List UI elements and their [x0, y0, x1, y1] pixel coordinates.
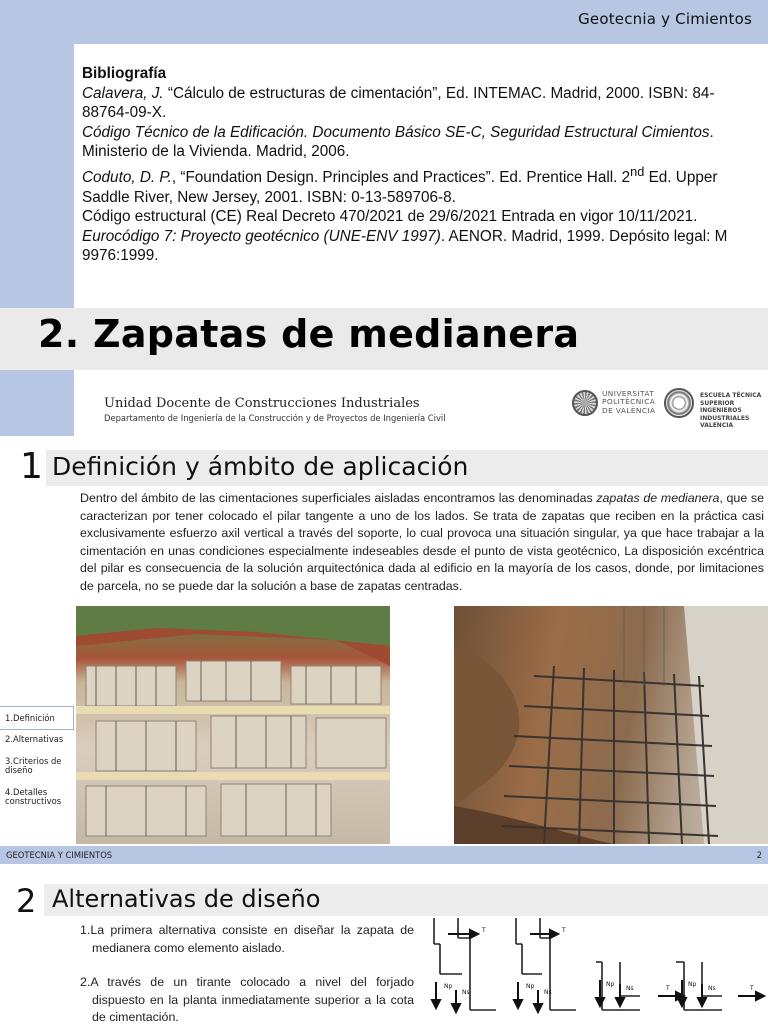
footer-bar [0, 846, 768, 864]
tension-label: T [666, 985, 670, 992]
axial-label: Ns [462, 989, 470, 996]
entry-author: Calavera, J. [82, 84, 164, 102]
bibliography-entry [82, 123, 758, 162]
axial-label: Ns [626, 985, 634, 992]
bibliography-entry [82, 227, 758, 266]
axial-label: Ns [544, 989, 552, 996]
logo-line: SUPERIOR INGENIEROS [700, 399, 742, 415]
side-navigation [0, 706, 74, 807]
unit-header [74, 370, 768, 436]
nav-item-definition[interactable]: 1.Definición [0, 706, 74, 730]
school-seal-icon [664, 388, 694, 418]
nav-item-design-criteria[interactable]: 3.Criterios de diseño [5, 755, 62, 776]
nav-item-alternatives[interactable]: 2.Alternativas [5, 734, 64, 744]
upv-seal-icon [572, 390, 598, 416]
axial-label: Np [526, 983, 535, 990]
nav-item-construction-details[interactable]: 4.Detalles constructivos [5, 786, 62, 807]
bibliography-entry: Código estructural (CE) Real Decreto 470/2021 de 29/6/2021 Entrada en vigor 10/11/2021. [82, 208, 698, 226]
list-item: 1.La primera alternativa consiste en diseñar la zapata de medianera como elemento aislado. [80, 923, 414, 955]
tension-label: T [750, 985, 754, 992]
paragraph-text: , que se caracterizan por tener colocado el pilar tangente a uno de los lados. Se trata de zapatas que reciben en la práctica casi exclusivamente esfuerzo axil vertical a través del soporte, lo cual provoca una situación singular, ya que hace trabajar a la cimentación en unas condiciones especialmente indeseables desde el punto de vista geotécnico, La disposición excéntrica del pilar es consecuencia de la solución arquitectónica dada al edificio en la mayoría de los casos, donde, por limitaciones de parcela, no se puede dar la solución a base de zapatas centradas. [80, 491, 764, 593]
course-title: Geotecnia y Cimientos [578, 10, 752, 28]
entry-rest: . Ministerio de la Vivienda. Madrid, 2006. [82, 123, 714, 161]
alternatives-diagram [426, 914, 768, 1024]
paragraph-emphasis: zapatas de medianera [596, 491, 720, 505]
logo-line: DE VALÈNCIA [602, 405, 656, 415]
logo-line: POLITÈCNICA [602, 397, 656, 407]
section-number: 1 [20, 446, 43, 487]
paragraph-text: Dentro del ámbito de las cimentaciones superficiales aisladas encontramos las denominadas [80, 491, 597, 505]
entry-author: Coduto, D. P. [82, 169, 172, 187]
axial-label: Ns [708, 985, 716, 992]
logo-line: ESCUELA TÉCNICA [700, 392, 762, 399]
unit-name: Unidad Docente de Construcciones Industriales [104, 396, 420, 411]
bibliography-entry [82, 84, 758, 123]
axial-label: Np [444, 983, 453, 990]
bibliography-block [74, 44, 768, 308]
logo-line: INDUSTRIALES VALENCIA [700, 414, 750, 430]
formwork-photo [76, 606, 390, 844]
department-name: Departamento de Ingeniería de la Construcción y de Proyectos de Ingeniería Civil [104, 413, 446, 423]
rebar-photo [454, 606, 768, 844]
entry-rest: Ed. Upper Saddle River, New Jersey, 2001. ISBN: 0-13-589706-8. [82, 169, 718, 206]
entry-rest: , “Foundation Design. Principles and Practices”. Ed. Prentice Hall. 2 [171, 169, 631, 187]
school-logo-text [700, 392, 768, 430]
bibliography-entry [82, 162, 758, 207]
chapter-title: 2. Zapatas de medianera [38, 312, 580, 356]
section-paragraph [80, 490, 764, 596]
entry-author: Código Técnico de la Edificación. Documento Básico SE-C, Seguridad Estructural Cimientos [82, 123, 710, 141]
upv-logo [572, 388, 662, 420]
upv-logo-text [602, 390, 655, 415]
section-title: Definición y ámbito de aplicación [52, 452, 469, 481]
school-logo [664, 386, 768, 430]
tension-label: T [482, 927, 486, 934]
alternatives-list [80, 922, 414, 1024]
entry-rest: “Cálculo de estructuras de cimentación”, Ed. INTEMAC. Madrid, 2000. ISBN: 84-88764-09-X. [82, 84, 715, 122]
footer-course: GEOTECNIA Y CIMIENTOS [6, 850, 113, 860]
top-header-bar [0, 0, 768, 44]
list-item: 2.A través de un tirante colocado a nivel del forjado dispuesto en la planta inmediatamente superior a la cota de cimentación. [80, 975, 414, 1024]
section-title: Alternativas de diseño [52, 885, 321, 913]
axial-label: Np [606, 981, 615, 988]
entry-superscript: nd [630, 163, 645, 179]
page-number: 2 [756, 850, 762, 860]
entry-author: Eurocódigo 7: Proyecto geotécnico (UNE-ENV 1997) [82, 227, 441, 245]
tension-label: T [562, 927, 566, 934]
axial-label: Np [688, 981, 697, 988]
entry-rest: . AENOR. Madrid, 1999. Depósito legal: M 9976:1999. [82, 227, 728, 265]
section-number: 2 [16, 882, 37, 920]
bibliography-text [82, 64, 758, 266]
bibliography-heading: Bibliografía [82, 65, 167, 82]
logo-line: UNIVERSITAT [602, 389, 655, 398]
